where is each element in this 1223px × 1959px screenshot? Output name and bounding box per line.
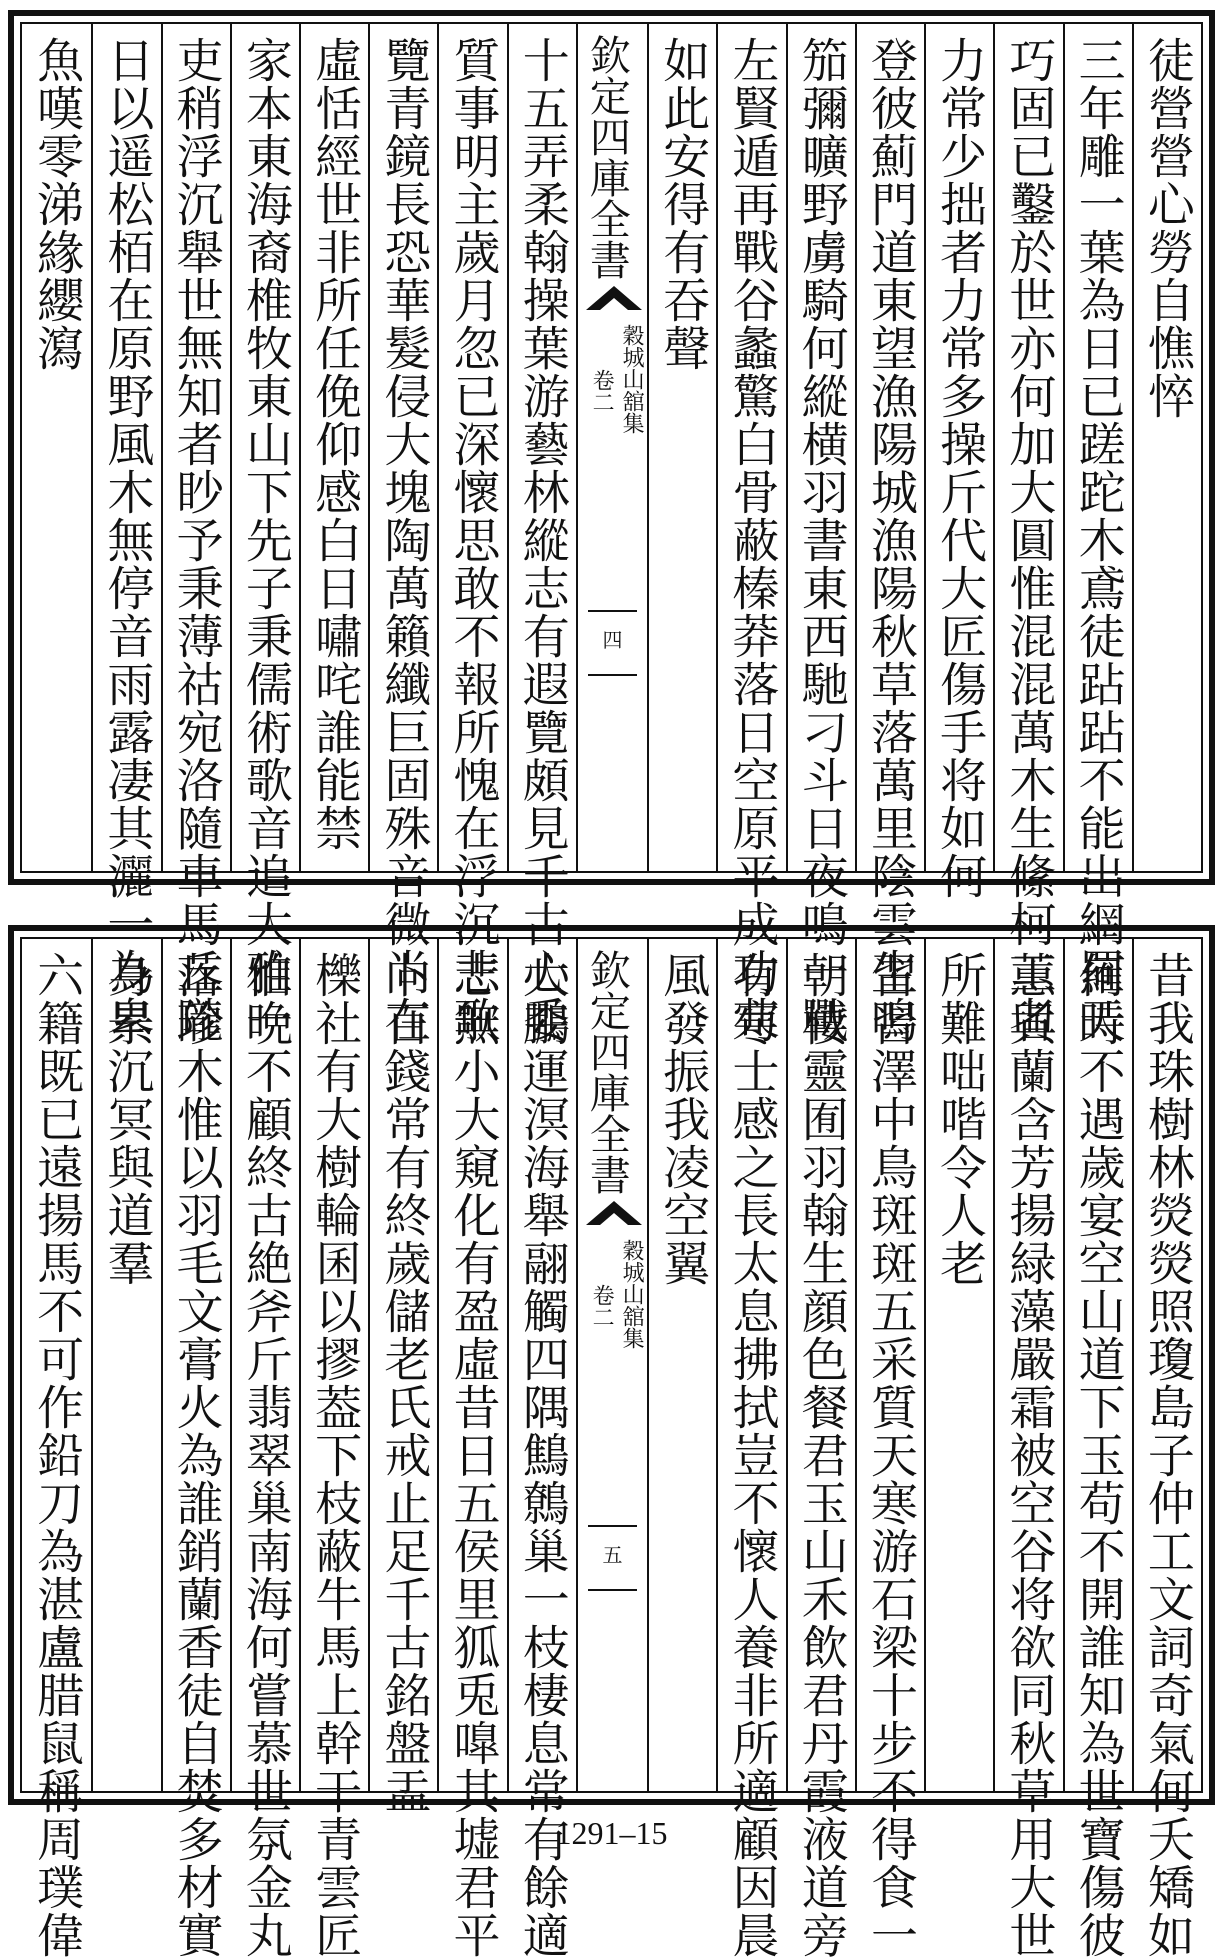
column-text: 昔我珠樹林熒熒照瓊島子仲工文詞奇氣何夭矯如: [1139, 951, 1195, 1959]
column-text: 登彼薊門道東望漁陽城漁陽秋草落萬里陰雲生鳴: [862, 36, 918, 1044]
column-text: 如此安得有吞聲: [655, 36, 711, 372]
column-text: 伯晩不顧終古絶斧斤翡翠巢南海何嘗慕世氛金丸: [237, 951, 293, 1959]
volume-label: 卷二: [589, 1284, 615, 1328]
column-text: 吏稍浮沉舉世無知者眇予秉薄祜宛洛隨車馬丘隴: [168, 36, 224, 1044]
top-page-frame: [20, 22, 1203, 1044]
text-column: [786, 24, 855, 1044]
text-column: [161, 939, 230, 1959]
text-column: [91, 939, 160, 1791]
column-text: 虛恬經世非所任俛仰感白日嘯咤誰能禁: [307, 36, 363, 852]
text-column: [1132, 24, 1201, 871]
text-column: [230, 939, 299, 1959]
column-text: 六籍既已遠揚馬不可作鉛刀為湛盧腊鼠稱周璞偉: [29, 951, 85, 1959]
column-text: 習習澤中鳥斑斑五采質天寒游石梁十步不得食一: [862, 951, 918, 1959]
page-rule-lower: [588, 1589, 637, 1591]
text-column: [507, 24, 576, 1044]
page-rule-lower: [588, 674, 637, 676]
text-column: [993, 939, 1062, 1959]
folio-number: 四: [602, 628, 623, 652]
text-column: [1063, 24, 1132, 1044]
column-text: 三年雕一葉為日已蹉跎木鳶徒跕跕不能出網羅天: [1070, 36, 1126, 1044]
text-column: [437, 24, 506, 1044]
text-column: [368, 939, 437, 1815]
column-text: 所難咄喈令人老: [932, 951, 988, 1287]
volume-label: 卷二: [589, 369, 615, 413]
column-text: 十五弄柔翰操葉游藝林縱志有遐覽頗見千古心委: [514, 36, 570, 1044]
column-text: 徒營營心勞自憔悴: [1139, 36, 1195, 420]
text-column: [299, 24, 368, 871]
text-column: [368, 24, 437, 1044]
page-rule-upper: [588, 610, 637, 612]
fish-tail-mark-icon: [584, 1197, 644, 1227]
folio-number: 五: [602, 1543, 623, 1567]
column-text: 志無小大窺化有盈虛昔日五侯里狐兎嘷其墟君平: [445, 951, 501, 1959]
column-text: 日以遥松栢在原野風木無停音雨露凄其灑一為皋: [99, 36, 155, 1044]
column-text: 身累沉冥與道羣: [99, 951, 155, 1287]
text-column: [855, 939, 924, 1959]
column-text: 巧固已鑿於世亦何加大圓惟混混萬木生絛柯工者: [1001, 36, 1057, 1044]
text-column: [855, 24, 924, 1044]
column-text: 落珍木惟以羽毛文膏火為誰銷蘭香徒自焚多材實: [168, 951, 224, 1959]
text-column: [299, 939, 368, 1959]
column-text: 家本東海裔椎牧東山下先子秉儒術歌音追大雅一: [237, 36, 293, 1044]
book-title: 欽定四庫全書: [582, 34, 631, 280]
text-column: [647, 24, 716, 871]
text-column: [993, 24, 1062, 1044]
column-text: 大鵬運溟海舉翮觸四隅鷦鷯巢一枝棲息常有餘適: [514, 951, 570, 1959]
text-column: [1132, 939, 1201, 1959]
top-page-columns: [22, 24, 1201, 1044]
column-text: 蕙與蘭含芳揚緑藻嚴霜被空谷将欲同秋草用大世: [1001, 951, 1057, 1959]
text-column: [924, 939, 993, 1791]
page-number-footer: 1291–15: [555, 1815, 668, 1851]
top-page: [8, 10, 1215, 1044]
column-text: 朝棲靈囿羽翰生顔色餐君玉山禾飲君丹霞液道旁: [793, 951, 849, 1959]
center-fold-spine: [576, 939, 647, 1791]
text-column: [230, 24, 299, 1044]
column-text: 何時不遇歲宴空山道下玉苟不開誰知為世寶傷彼: [1070, 951, 1126, 1959]
text-column: [437, 939, 506, 1959]
center-fold-spine: [576, 24, 647, 871]
fish-tail-mark-icon: [584, 282, 644, 312]
text-column: [1063, 939, 1132, 1959]
book-title: 欽定四庫全書: [582, 949, 631, 1195]
text-column: [91, 24, 160, 1044]
collection-title: 穀城山舘集: [619, 1239, 645, 1349]
page-rule-upper: [588, 1525, 637, 1527]
column-text: 有寒士感之長太息拂拭豈不懷人養非所適顧因晨: [724, 951, 780, 1959]
column-text: 力常少拙者力常多操斤代大匠傷手将如何: [932, 36, 988, 900]
column-text: 質事明主歲月忽已深懷思敢不報所愧在浮沉悲歌: [445, 36, 501, 1044]
text-column: [786, 939, 855, 1959]
column-text: 覽青鏡長恐華髮侵大塊陶萬籟纖巨固殊音微尚在: [376, 36, 432, 1044]
collection-title: 穀城山舘集: [619, 324, 645, 434]
column-text: 櫟社有大樹輪囷以摎葢下枝蔽牛馬上幹干青雲匠: [307, 951, 363, 1959]
column-text: 魚嘆零涕緣纓瀉: [29, 36, 85, 372]
text-column: [647, 939, 716, 1791]
column-text: 笳彌曠野虜騎何縱横羽書東西馳刁斗日夜鳴一戰: [793, 36, 849, 1044]
text-column: [507, 939, 576, 1959]
text-column: [22, 939, 91, 1959]
text-column: [716, 24, 785, 1044]
column-text: 左賢遁再戰谷蠡驚白骨蔽榛莽落日空原平成功苟: [724, 36, 780, 1044]
column-text: 風發振我凌空翼: [655, 951, 711, 1287]
column-text: 卜百錢常有終歲儲老氏戒止足千古銘盤盂: [376, 951, 432, 1815]
text-column: [716, 939, 785, 1959]
text-column: [22, 24, 91, 871]
text-column: [924, 24, 993, 900]
text-column: [161, 24, 230, 1044]
